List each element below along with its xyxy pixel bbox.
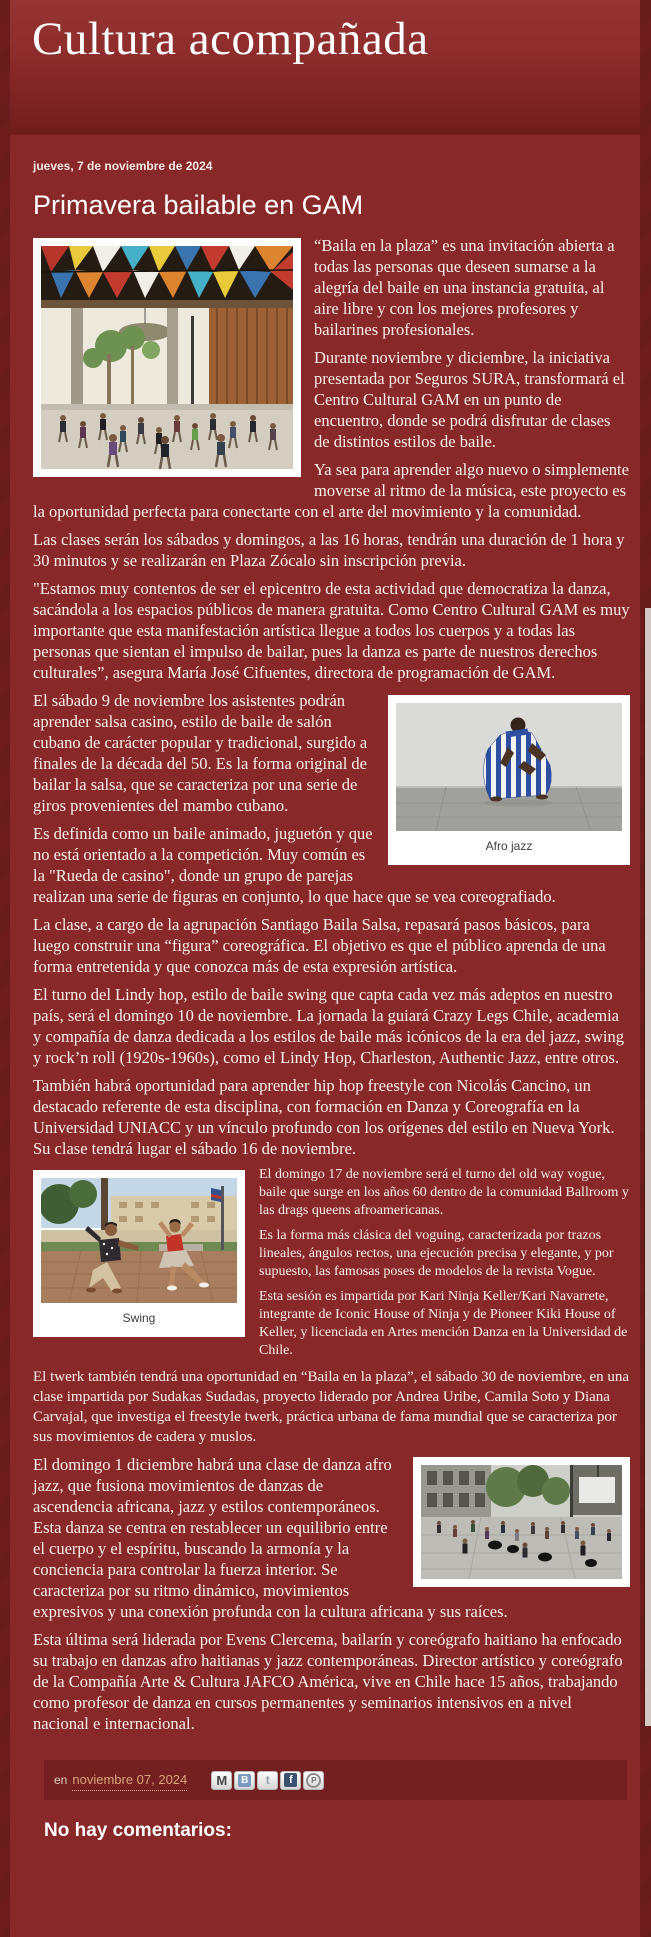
pinterest-glyph: P: [306, 1773, 321, 1788]
post-body: [33, 235, 630, 1841]
afro-jazz-illustration: [396, 703, 622, 831]
email-share-icon[interactable]: [211, 1771, 232, 1790]
paragraph-schedule-intro: Durante noviembre y diciembre, la iniciativa presentada por Seguros SURA, transformará el Centro Cultural GAM en un punto de encuentro, donde se podrá disfrutar de clases de distintos estilos de baile.: [314, 348, 625, 451]
photo-afro-jazz[interactable]: [388, 695, 630, 865]
paragraph-class-times: Las clases serán los sábados y domingos, a las 16 horas, tendrán una duración de 1 hora y 30 minutos y se realizarán en Plaza Zócalo sin inscripción previa.: [33, 530, 625, 570]
share-buttons: [211, 1771, 326, 1790]
post-timestamp-link[interactable]: noviembre 07, 2024: [72, 1769, 187, 1791]
post-date-header: jueves, 7 de noviembre de 2024: [33, 159, 213, 173]
main-content: [10, 135, 640, 1841]
paragraph-quote-cifuentes: "Estamos muy contentos de ser el epicentro de esta actividad que democratiza la danza, sacándola a los espacios públicos de manera gratuita. Como Centro Cultural GAM es muy importante que esta manifestación artística llegue a todos los cuerpos y a todas las personas que sientan el impulso de bailar, pues la danza es parte de nuestros derechos culturales”, asegura María José Cifuentes, directora de programación de GAM.: [33, 579, 630, 682]
gam-plaza-illustration: [41, 246, 293, 469]
paragraph-hip-hop-freestyle: También habrá oportunidad para aprender hip hop freestyle con Nicolás Cancino, un destacado referente de esta disciplina, con formación en Danza y Coreografía en la Universidad UNIACC y un vínculo profundo con los orígenes del estilo en Nueva York. Su clase tendrá lugar el sábado 16 de noviembre.: [33, 1076, 615, 1158]
byline-prefix: en: [54, 1772, 68, 1787]
paragraph-kari-ninja: Esta sesión es impartida por Kari Ninja Keller/Kari Navarrete, integrante de Iconic House of Ninja y de Pioneer Kiki House of Keller, y licenciada en Artes mención Danza en la Universidad de Chile.: [259, 1289, 628, 1358]
scrollbar[interactable]: [644, 608, 651, 1726]
swing-illustration: [41, 1178, 237, 1303]
facebook-glyph: f: [284, 1773, 297, 1787]
paragraph-twerk: El twerk también tendrá una oportunidad en “Baila en la plaza”, el sábado 30 de noviembre, en una clase impartida por Sudakas Sudadas, proyecto liderado por Andrea Uribe, Camila Soto y Diana Carvajal, que investiga el freestyle twerk, práctica urbana de fama mundial que se caracteriza por sus movimientos de cadera y muslos.: [33, 1369, 630, 1445]
post-footer-bar: [44, 1760, 627, 1800]
paragraph-salsa-casino: El sábado 9 de noviembre los asistentes podrán aprender salsa casino, estilo de baile de salón cubano de carácter popular y tradicional, surgido a finales de la década del 50. Es la forma original de bailar la salsa, que se caracteriza por una serie de giros provenientes del mambo cubano.: [33, 691, 368, 815]
email-glyph: M: [216, 1772, 228, 1788]
photo-gam-plaza[interactable]: [33, 238, 301, 477]
facebook-share-icon[interactable]: [280, 1771, 301, 1790]
twitter-glyph: t: [265, 1773, 270, 1787]
blogthis-share-icon[interactable]: [234, 1771, 255, 1790]
paragraph-invitation: Ya sea para aprender algo nuevo o simplemente moverse al ritmo de la música, este proyecto es la oportunidad perfecta para conectarte con el arte del movimiento y la comunidad.: [33, 460, 629, 521]
blog-header: [10, 0, 640, 135]
paragraph-voguing-style: Es la forma más clásica del voguing, caracterizada por trazos lineales, ángulos rectos, una ejecución precisa y elegante, y por supuesto, las famosas poses de modelos de la revista Vogue.: [259, 1228, 614, 1279]
photo-caption-afro-jazz: Afro jazz: [485, 839, 533, 853]
comments-heading: No hay comentarios:: [44, 1820, 232, 1841]
paragraph-afro-jazz-class: El domingo 1 diciembre habrá una clase de danza afro jazz, que fusiona movimientos de danzas de ascendencia africana, jazz y estilos contemporáneos. Esta danza se centra en restablecer un equilibrio entre el cuerpo y el espíritu, buscando la armonía y la conciencia para controlar la fuerza interior. Se caracteriza por su ritmo dinámico, movimientos expresivos y una conexión profunda con la cultura africana y sus raíces.: [33, 1455, 508, 1621]
photo-swing[interactable]: [33, 1170, 245, 1337]
paragraph-lindy-hop: El turno del Lindy hop, estilo de baile swing que capta cada vez más adeptos en nuestro país, será el domingo 10 de noviembre. La jornada la guiará Crazy Legs Chile, academia y compañía de danza dedicada a los estilos de baile más icónicos de la era del jazz, swing y rock’n roll (1920s-1960s), como el Lindy Hop, Charleston, Authentic Jazz, entre otros.: [33, 985, 625, 1067]
post-title: Primavera bailable en GAM: [33, 190, 364, 220]
blog-page-column: [10, 0, 640, 1937]
paragraph-santiago-baila-salsa: La clase, a cargo de la agrupación Santiago Baila Salsa, repasará pasos básicos, para luego construir una “figura” coreográfica. El objetivo es que el público aprenda de una forma entretenida y que conozca más de esta expresión artística.: [33, 915, 606, 976]
paragraph-evens-clercema: Esta última será liderada por Evens Clercema, bailarín y coreógrafo haitiano ha enfocado su trabajo en danzas afro haitianas y jazz contemporáneas. Director artístico y coreógrafo de la Compañía Arte & Cultura JAFCO América, vive en Chile hace 15 años, trabajando como profesor de danza en cursos permanentes y seminarios intensivos en a nivel nacional e internacional.: [33, 1630, 623, 1733]
blogthis-glyph: B: [238, 1774, 251, 1787]
paragraph-intro: “Baila en la plaza” es una invitación abierta a todas las personas que deseen sumarse a la alegría del baile en una instancia gratuita, al aire libre y con los mejores profesores y bailarines profesionales.: [314, 236, 615, 339]
plaza-class-illustration: [421, 1465, 622, 1579]
photo-plaza-class[interactable]: [413, 1457, 630, 1587]
blog-title-link[interactable]: Cultura acompañada: [32, 13, 429, 65]
pinterest-share-icon[interactable]: [303, 1771, 324, 1790]
paragraph-rueda-casino: Es definida como un baile animado, juguetón y que no está orientado a la competición. Muy común es la "Rueda de casino", donde un grupo de parejas realizan una serie de figuras en conjunto, lo que hace que se vea coreografiado.: [33, 824, 556, 906]
paragraph-old-way-vogue: El domingo 17 de noviembre será el turno del old way vogue, baile que surge en los años 60 dentro de la comunidad Ballroom y las drags queens afroamericanas.: [259, 1167, 629, 1218]
twitter-share-icon[interactable]: [257, 1771, 278, 1790]
photo-caption-swing: Swing: [122, 1311, 156, 1325]
